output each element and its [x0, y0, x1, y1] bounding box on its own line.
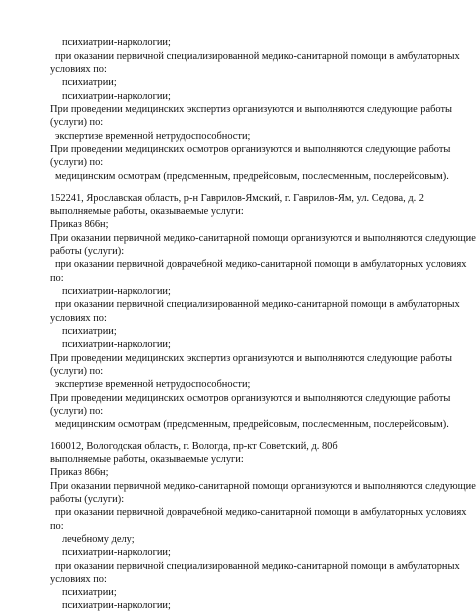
address-line: 152241, Ярославская область, р-н Гаврилов-Ямский, г. Гаврилов-Ям, ул. Седова, д. 2	[50, 193, 425, 204]
text-line: психиатрии-наркологии;	[62, 600, 171, 611]
text-line: (услуги) по:	[50, 157, 104, 168]
text-line: при оказании первичной доврачебной медико-санитарной помощи в амбулаторных условиях	[55, 259, 467, 270]
text-line: по:	[50, 521, 64, 532]
text-line: при оказании первичной доврачебной медико-санитарной помощи в амбулаторных условиях	[55, 507, 467, 518]
text-line: психиатрии-наркологии;	[62, 339, 171, 350]
text-line: условиях по:	[50, 313, 107, 324]
text-line: выполняемые работы, оказываемые услуги:	[50, 206, 244, 217]
text-line: экспертизе временной нетрудоспособности;	[55, 131, 251, 142]
text-line: выполняемые работы, оказываемые услуги:	[50, 454, 244, 465]
text-line: психиатрии-наркологии;	[62, 547, 171, 558]
text-line: работы (услуги):	[50, 246, 125, 257]
text-line: при оказании первичной специализированной медико-санитарной помощи в амбулаторных	[55, 51, 460, 62]
text-line: психиатрии;	[62, 587, 117, 598]
text-line: психиатрии;	[62, 77, 117, 88]
text-line: При проведении медицинских экспертиз организуются и выполняются следующие работы	[50, 353, 452, 364]
text-line: экспертизе временной нетрудоспособности;	[55, 379, 251, 390]
order-line: Приказ 866н;	[50, 219, 109, 230]
text-line: (услуги) по:	[50, 406, 104, 417]
text-line: по:	[50, 273, 64, 284]
text-line: При проведении медицинских осмотров организуются и выполняются следующие работы	[50, 393, 451, 404]
text-line: работы (услуги):	[50, 494, 125, 505]
text-line: При проведении медицинских экспертиз организуются и выполняются следующие работы	[50, 104, 452, 115]
text-line: при оказании первичной специализированной медико-санитарной помощи в амбулаторных	[55, 299, 460, 310]
text-line: (услуги) по:	[50, 117, 104, 128]
text-line: медицинским осмотрам (предсменным, предрейсовым, послесменным, послерейсовым).	[55, 419, 449, 430]
text-line: психиатрии;	[62, 326, 117, 337]
text-line: при оказании первичной специализированной медико-санитарной помощи в амбулаторных	[55, 561, 460, 572]
text-line: условиях по:	[50, 574, 107, 585]
text-line: (услуги) по:	[50, 366, 104, 377]
text-line: лечебному делу;	[62, 534, 135, 545]
text-line: психиатрии-наркологии;	[62, 37, 171, 48]
text-line: При проведении медицинских осмотров организуются и выполняются следующие работы	[50, 144, 451, 155]
order-line: Приказ 866н;	[50, 467, 109, 478]
text-line: психиатрии-наркологии;	[62, 91, 171, 102]
text-line: психиатрии-наркологии;	[62, 286, 171, 297]
address-line: 160012, Вологодская область, г. Вологда, пр-кт Советский, д. 80б	[50, 441, 338, 452]
text-line: При оказании первичной медико-санитарной помощи организуются и выполняются следующие	[50, 481, 476, 492]
text-line: При оказании первичной медико-санитарной помощи организуются и выполняются следующие	[50, 233, 476, 244]
text-line: медицинским осмотрам (предсменным, предрейсовым, послесменным, послерейсовым).	[55, 171, 449, 182]
text-line: условиях по:	[50, 64, 107, 75]
